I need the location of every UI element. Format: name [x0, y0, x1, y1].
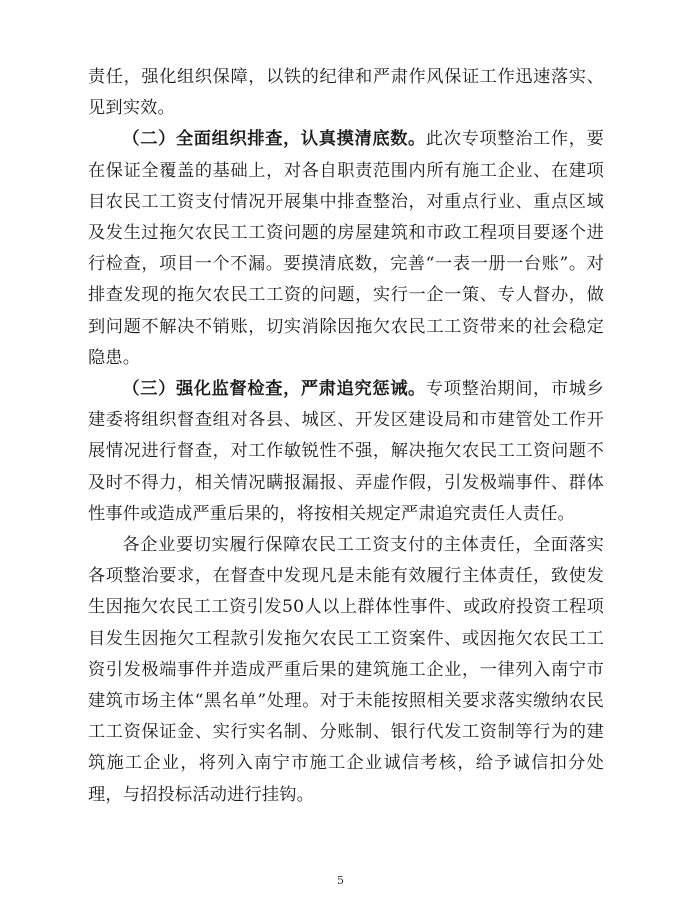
paragraph-enterprise-duty [88, 530, 604, 811]
document-body [88, 62, 604, 811]
paragraph-continuation [88, 62, 604, 124]
paragraph-text: 责任，强化组织保障，以铁的纪律和严肃作风保证工作迅速落实、见到实效。 [88, 67, 604, 119]
paragraph-section-3 [88, 374, 604, 530]
paragraph-text: 此次专项整治工作，要在保证全覆盖的基础上，对各自职责范围内所有施工企业、在建项目农民工工资支付情况开展集中排查整治，对重点行业、重点区域及发生过拖欠农民工工资问题的房屋建筑和市政工程项目要逐个进行检查，项目一个不漏。要摸清底数，完善“一表一册一台账”。对排查发现的拖欠农民工工资的问题，实行一企一策、专人督办，做到问题不解决不销账，切实消除因拖欠农民工工资带来的社会稳定隐患。 [88, 129, 604, 368]
paragraph-text: 专项整治期间，市城乡建委将组织督查组对各县、城区、开发区建设局和市建管处工作开展情况进行督查，对工作敏锐性不强，解决拖欠农民工工资问题不及时不得力，相关情况瞒报漏报、弄虚作假，引发极端事件、群体性事件或造成严重后果的，将按相关规定严肃追究责任人责任。 [88, 379, 604, 524]
paragraph-text: 各企业要切实履行保障农民工工资支付的主体责任，全面落实各项整治要求，在督查中发现凡是未能有效履行主体责任，致使发生因拖欠农民工工资引发50人以上群体性事件、或政府投资工程项目发生因拖欠工程款引发拖欠农民工工资案件、或因拖欠农民工工资引发极端事件并造成严重后果的建筑施工企业，一律列入南宁市建筑市场主体“黑名单”处理。对于未能按照相关要求落实缴纳农民工工资保证金、实行实名制、分账制、银行代发工资制等行为的建筑施工企业，将列入南宁市施工企业诚信考核，给予诚信扣分处理，与招投标活动进行挂钩。 [88, 535, 604, 805]
section-heading-2: （二）全面组织排查，认真摸清底数。 [122, 129, 426, 150]
paragraph-section-2 [88, 124, 604, 374]
page-number: 5 [337, 874, 344, 887]
section-heading-3: （三）强化监督检查，严肃追究惩诫。 [122, 379, 426, 400]
